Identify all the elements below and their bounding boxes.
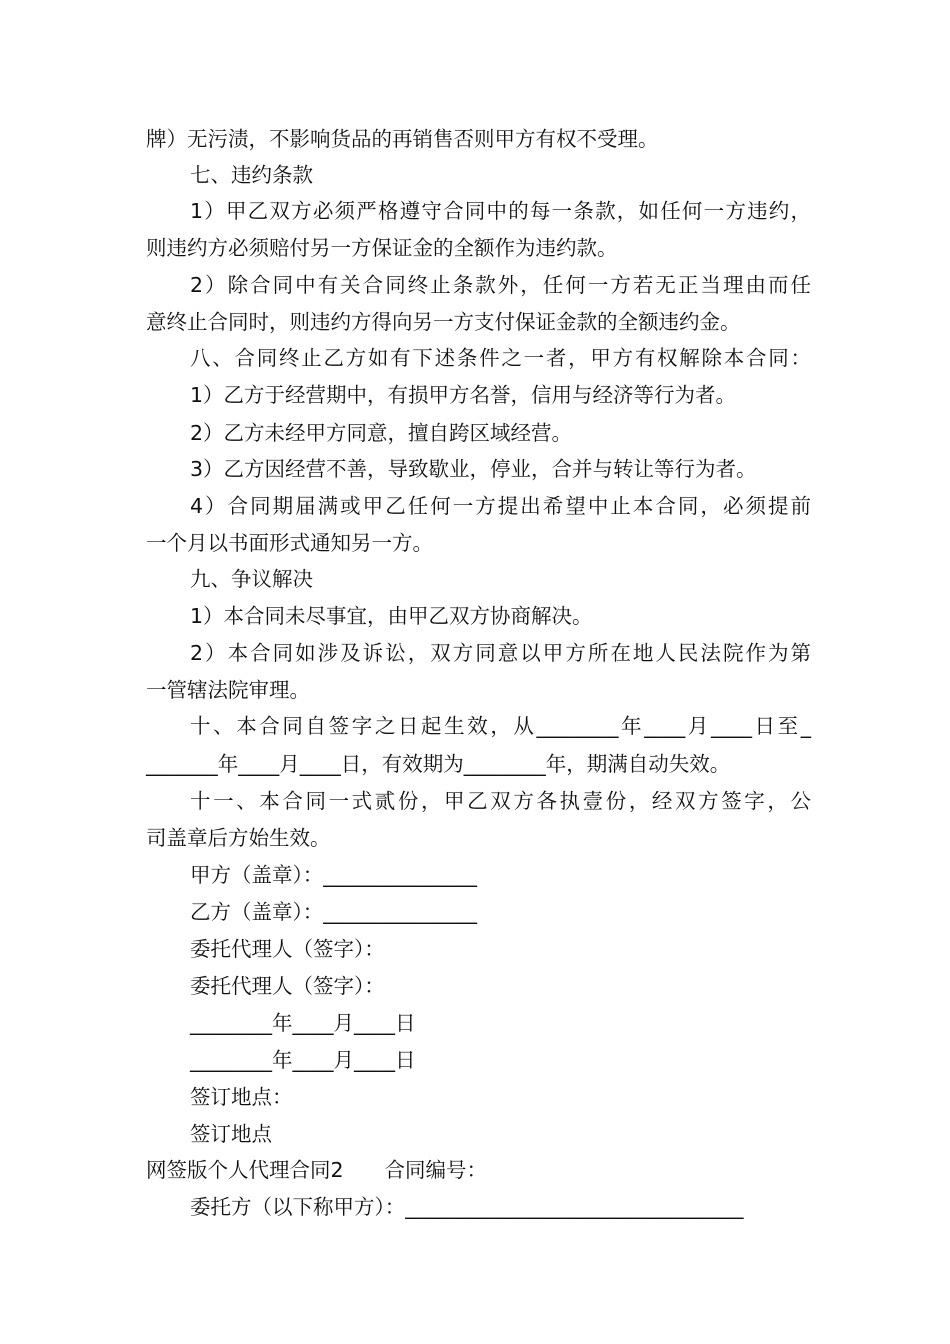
paragraph-line: 十一、本合同一式贰份，甲乙双方各执壹份，经双方签字，公 xyxy=(190,789,811,813)
paragraph-line: 一管辖法院审理。 xyxy=(146,678,310,702)
paragraph-line: 委托方（以下称甲方）：_________________________________ xyxy=(190,1195,744,1219)
paragraph-line: 1）本合同未尽事宜，由甲乙双方协商解决。 xyxy=(190,604,593,628)
paragraph-line: 则违约方必须赔付另一方保证金的全额作为违约款。 xyxy=(146,236,618,260)
paragraph-line: 意终止合同时，则违约方得向另一方支付保证金款的全额违约金。 xyxy=(146,310,741,334)
paragraph-line: 乙方（盖章）：_______________ xyxy=(190,900,477,924)
paragraph-line: 八、合同终止乙方如有下述条件之一者，甲方有权解除本合同： xyxy=(190,346,811,370)
paragraph-line: 签订地点 xyxy=(190,1122,272,1146)
paragraph-line: 2）乙方未经甲方同意，擅自跨区域经营。 xyxy=(190,421,573,445)
paragraph-line: 1）甲乙双方必须严格遵守合同中的每一条款，如任何一方违约， xyxy=(190,199,811,223)
paragraph-line: 委托代理人（签字）： xyxy=(190,974,385,998)
paragraph-line: 2）除合同中有关合同终止条款外，任何一方若无正当理由而任 xyxy=(190,273,811,297)
paragraph-line: 司盖章后方始生效。 xyxy=(146,826,331,850)
paragraph-line: 3）乙方因经营不善，导致歇业，停业，合并与转让等行为者。 xyxy=(190,457,757,481)
paragraph-line: ________年____月____日 xyxy=(190,1011,416,1035)
paragraph-line: _______年____月____日，有效期为________年，期满自动失效。 xyxy=(146,752,731,776)
paragraph-line: 签订地点： xyxy=(190,1085,293,1109)
paragraph-line: 一个月以书面形式通知另一方。 xyxy=(146,531,433,555)
paragraph-line: 4）合同期届满或甲乙任何一方提出希望中止本合同，必须提前 xyxy=(190,494,811,518)
paragraph-line: ________年____月____日 xyxy=(190,1048,416,1072)
paragraph-line: 七、违约条款 xyxy=(190,163,313,187)
paragraph-line: 2）本合同如涉及诉讼，双方同意以甲方所在地人民法院作为第 xyxy=(190,641,811,665)
paragraph-line: 牌）无污渍，不影响货品的再销售否则甲方有权不受理。 xyxy=(146,127,659,151)
paragraph-line: 网签版个人代理合同2 合同编号： xyxy=(146,1158,488,1182)
paragraph-line: 委托代理人（签字）： xyxy=(190,937,385,961)
paragraph-line: 1）乙方于经营期中，有损甲方名誉，信用与经济等行为者。 xyxy=(190,383,737,407)
paragraph-line: 甲方（盖章）：_______________ xyxy=(190,863,477,887)
paragraph-line: 十、本合同自签字之日起生效，从________年____月____日至_ xyxy=(190,714,811,738)
paragraph-line: 九、争议解决 xyxy=(190,567,313,591)
